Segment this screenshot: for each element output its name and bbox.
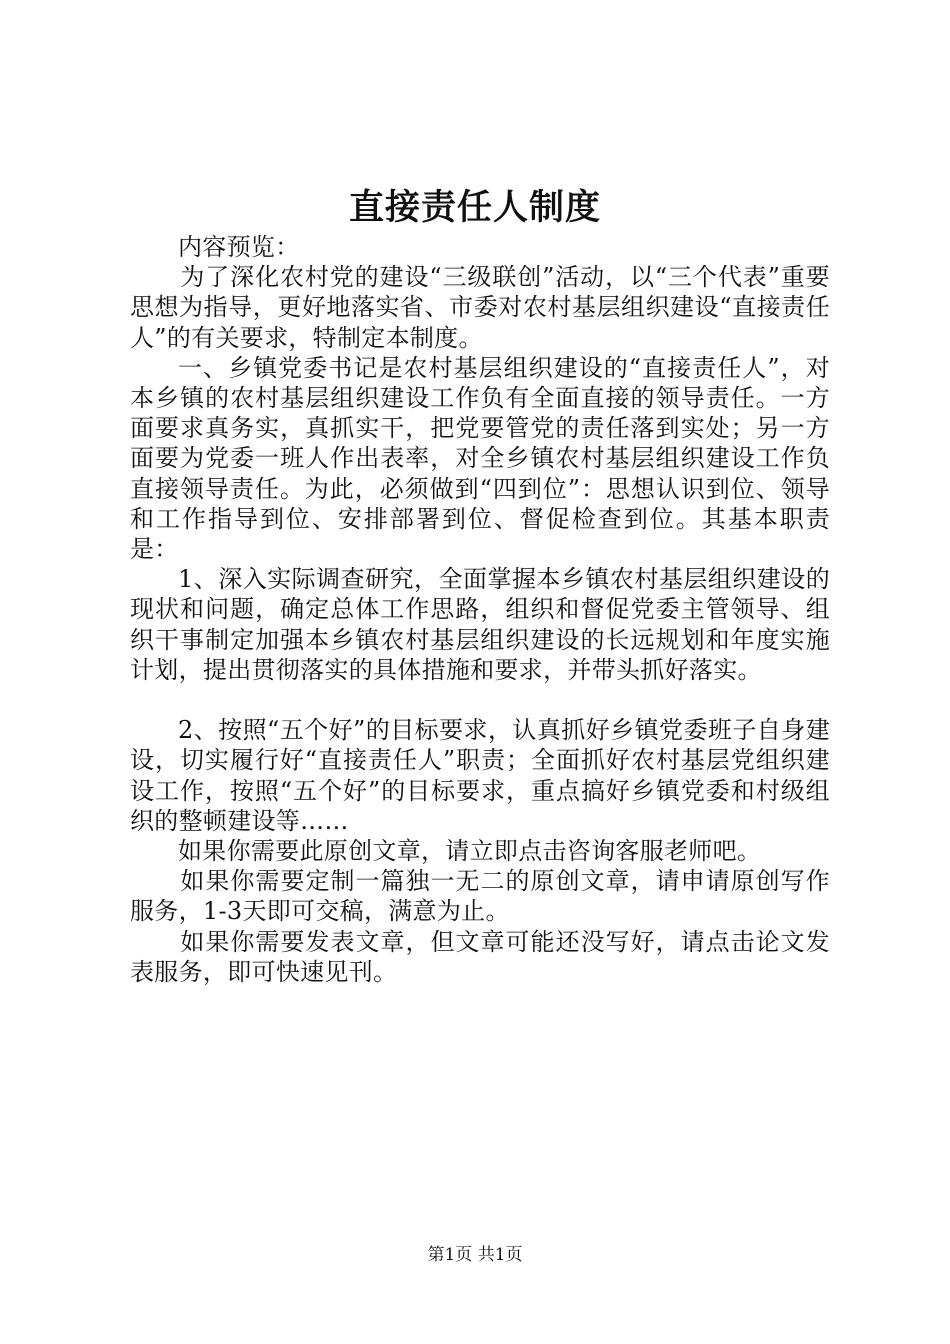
document-title: 直接责任人制度 <box>348 187 601 228</box>
paragraph-item-2: 2、按照“五个好”的目标要求，认真抓好乡镇党委班子自身建设，切实履行好“直接责任人”职责；全面抓好农村基层党组织建设工作，按照“五个好”的目标要求，重点搞好乡镇党委和村级组织的整顿建设等…… <box>130 716 830 835</box>
paragraph-intro: 为了深化农村党的建设“三级联创”活动，以“三个代表”重要思想为指导，更好地落实省、市委对农村基层组织建设“直接责任人”的有关要求，特制定本制度。 <box>130 263 830 352</box>
paragraph-spacer <box>130 685 830 715</box>
page-number: 第1页 共1页 <box>427 1245 523 1265</box>
preview-label: 内容预览： <box>178 233 300 261</box>
document-body <box>130 232 830 987</box>
paragraph-publish-link[interactable]: 如果你需要发表文章，但文章可能还没写好，请点击论文发表服务，即可快速见刊。 <box>130 927 830 986</box>
paragraph-item-1: 1、深入实际调查研究，全面掌握本乡镇农村基层组织建设的现状和问题，确定总体工作思路，组织和督促党委主管领导、组织干事制定加强本乡镇农村基层组织建设的长远规划和年度实施计划，提出贯彻落实的具体措施和要求，并带头抓好落实。 <box>130 565 830 684</box>
paragraph-consult-link[interactable]: 如果你需要此原创文章，请立即点击咨询客服老师吧。 <box>178 837 762 866</box>
paragraph-section-1: 一、乡镇党委书记是农村基层组织建设的“直接责任人”，对本乡镇的农村基层组织建设工作负有全面直接的领导责任。一方面要求真务实，真抓实干，把党要管党的责任落到实处；另一方面要为党委一班人作出表率，对全乡镇农村基层组织建设工作负直接领导责任。为此，必须做到“四到位”：思想认识到位、领导和工作指导到位、安排部署到位、督促检查到位。其基本职责是： <box>130 353 830 564</box>
paragraph-custom-writing-link[interactable]: 如果你需要定制一篇独一无二的原创文章，请申请原创写作服务，1-3天即可交稿，满意为止。 <box>130 867 830 926</box>
